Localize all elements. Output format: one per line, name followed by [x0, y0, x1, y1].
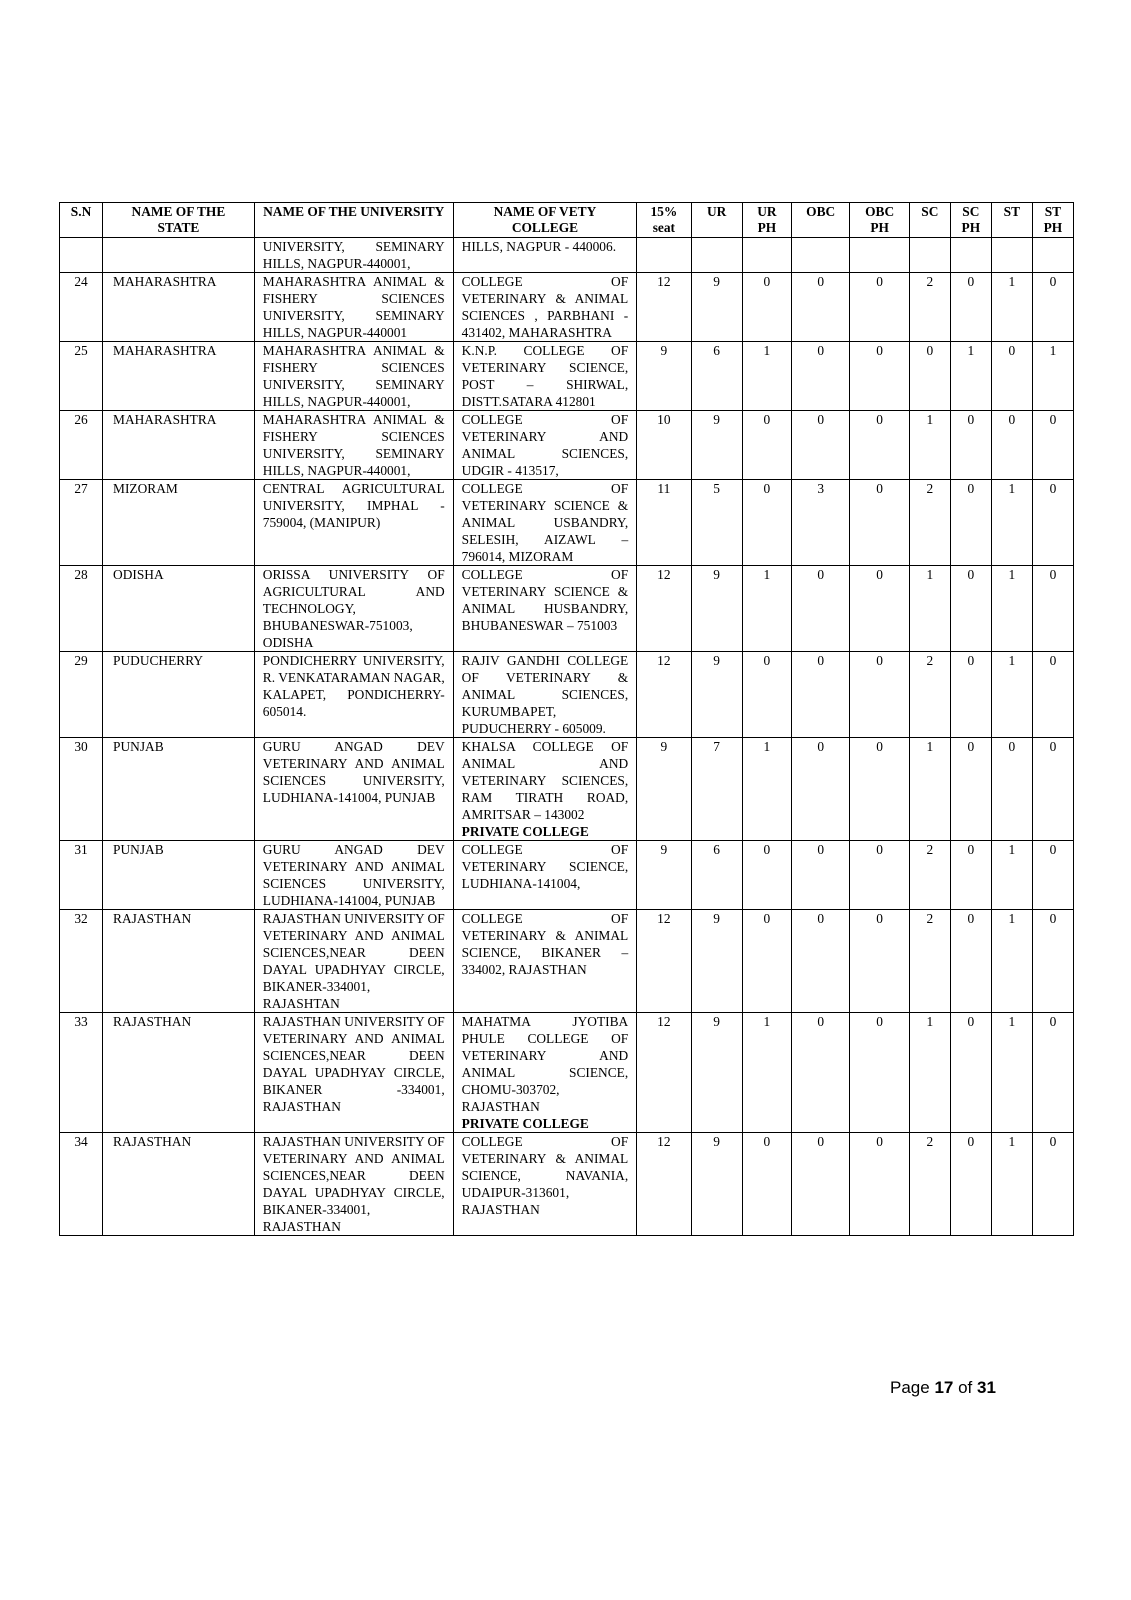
seat-count-obc: 0 — [791, 411, 849, 480]
column-header: ST PH — [1032, 203, 1073, 238]
serial-number-cell: 24 — [60, 273, 103, 342]
seat-count-ur-ph: 0 — [742, 411, 791, 480]
seat-count-obc-ph: 0 — [850, 342, 909, 411]
seat-count-st-ph: 0 — [1032, 738, 1073, 841]
seat-count-obc-ph: 0 — [850, 1133, 909, 1236]
seat-count-sc: 1 — [909, 1013, 950, 1133]
current-page: 17 — [934, 1378, 954, 1397]
serial-number-cell: 30 — [60, 738, 103, 841]
seat-count-ur-ph: 0 — [742, 480, 791, 566]
seat-count-obc: 0 — [791, 652, 849, 738]
seat-count-seat — [637, 238, 691, 273]
seat-count-ur: 5 — [691, 480, 742, 566]
seat-count-st-ph: 0 — [1032, 566, 1073, 652]
column-header: NAME OF THE UNIVERSITY — [254, 203, 453, 238]
seat-count-sc — [909, 238, 950, 273]
table-row — [60, 910, 1074, 1013]
seat-count-st: 1 — [991, 1013, 1032, 1133]
seat-count-ur: 9 — [691, 1133, 742, 1236]
seat-count-obc: 0 — [791, 738, 849, 841]
college-cell — [453, 652, 637, 738]
university-cell: RAJASTHAN UNIVERSITY OF VETERINARY AND ANIMAL SCIENCES,NEAR DEEN DAYAL UPADHYAY CIRCLE, BIKANER-334001, RAJASHTAN — [254, 910, 453, 1013]
college-cell — [453, 1133, 637, 1236]
seat-count-obc: 0 — [791, 910, 849, 1013]
university-cell: RAJASTHAN UNIVERSITY OF VETERINARY AND ANIMAL SCIENCES,NEAR DEEN DAYAL UPADHYAY CIRCLE, BIKANER -334001, RAJASTHAN — [254, 1013, 453, 1133]
serial-number-cell: 29 — [60, 652, 103, 738]
serial-number-cell: 32 — [60, 910, 103, 1013]
college-cell — [453, 342, 637, 411]
college-cell — [453, 480, 637, 566]
university-cell: GURU ANGAD DEV VETERINARY AND ANIMAL SCIENCES UNIVERSITY, LUDHIANA-141004, PUNJAB — [254, 738, 453, 841]
seat-count-sc: 2 — [909, 273, 950, 342]
college-cell — [453, 411, 637, 480]
seat-count-st-ph: 0 — [1032, 841, 1073, 910]
seat-count-obc-ph: 0 — [850, 841, 909, 910]
serial-number-cell: 25 — [60, 342, 103, 411]
seat-count-obc: 0 — [791, 841, 849, 910]
table-row — [60, 1133, 1074, 1236]
seat-count-sc: 0 — [909, 342, 950, 411]
table-row — [60, 411, 1074, 480]
college-name: COLLEGE OF VETERINARY SCIENCE & ANIMAL USBANDRY, SELESIH, AIZAWL – 796014, MIZORAM — [461, 481, 629, 564]
seat-count-obc-ph — [850, 238, 909, 273]
college-cell — [453, 738, 637, 841]
seat-count-sc-ph: 0 — [950, 738, 991, 841]
college-name: COLLEGE OF VETERINARY SCIENCE & ANIMAL HUSBANDRY, BHUBANESWAR – 751003 — [461, 567, 629, 633]
seat-count-obc: 0 — [791, 273, 849, 342]
seat-count-obc-ph: 0 — [850, 738, 909, 841]
seat-count-st: 1 — [991, 566, 1032, 652]
state-cell: RAJASTHAN — [103, 1013, 255, 1133]
table-row — [60, 1013, 1074, 1133]
seat-count-ur: 9 — [691, 411, 742, 480]
table-body — [60, 238, 1074, 1236]
state-cell — [103, 238, 255, 273]
seat-count-sc: 1 — [909, 738, 950, 841]
seat-count-seat: 9 — [637, 841, 691, 910]
table-row — [60, 238, 1074, 273]
university-cell: MAHARASHTRA ANIMAL & FISHERY SCIENCES UNIVERSITY, SEMINARY HILLS, NAGPUR-440001, — [254, 411, 453, 480]
college-name: COLLEGE OF VETERINARY & ANIMAL SCIENCE, BIKANER – 334002, RAJASTHAN — [461, 911, 629, 977]
college-name: KHALSA COLLEGE OF ANIMAL AND VETERINARY SCIENCES, RAM TIRATH ROAD, AMRITSAR – 143002 — [461, 739, 629, 822]
college-name: HILLS, NAGPUR - 440006. — [461, 239, 617, 254]
college-name: COLLEGE OF VETERINARY & ANIMAL SCIENCE, NAVANIA, UDAIPUR-313601, RAJASTHAN — [461, 1134, 629, 1217]
state-cell: MAHARASHTRA — [103, 273, 255, 342]
seat-count-st: 1 — [991, 273, 1032, 342]
seat-count-sc-ph: 0 — [950, 480, 991, 566]
state-cell: PUDUCHERRY — [103, 652, 255, 738]
table-row — [60, 738, 1074, 841]
seat-count-sc: 2 — [909, 480, 950, 566]
college-name: RAJIV GANDHI COLLEGE OF VETERINARY & ANIMAL SCIENCES, KURUMBAPET, PUDUCHERRY - 605009. — [461, 653, 629, 736]
college-cell — [453, 273, 637, 342]
seat-count-sc-ph: 0 — [950, 566, 991, 652]
seat-count-obc-ph: 0 — [850, 652, 909, 738]
college-cell — [453, 910, 637, 1013]
seat-count-seat: 9 — [637, 342, 691, 411]
column-header: ST — [991, 203, 1032, 238]
seat-count-seat: 10 — [637, 411, 691, 480]
table-row — [60, 273, 1074, 342]
seat-count-sc-ph: 0 — [950, 273, 991, 342]
seat-count-ur-ph: 1 — [742, 342, 791, 411]
seat-count-sc-ph: 0 — [950, 652, 991, 738]
seat-count-obc: 0 — [791, 1133, 849, 1236]
table-row — [60, 652, 1074, 738]
seat-count-ur: 9 — [691, 1013, 742, 1133]
university-cell: GURU ANGAD DEV VETERINARY AND ANIMAL SCIENCES UNIVERSITY, LUDHIANA-141004, PUNJAB — [254, 841, 453, 910]
seat-count-sc-ph: 0 — [950, 411, 991, 480]
seat-count-sc-ph: 0 — [950, 910, 991, 1013]
column-header: SC PH — [950, 203, 991, 238]
column-header: OBC PH — [850, 203, 909, 238]
university-cell: MAHARASHTRA ANIMAL & FISHERY SCIENCES UNIVERSITY, SEMINARY HILLS, NAGPUR-440001, — [254, 342, 453, 411]
serial-number-cell: 26 — [60, 411, 103, 480]
seat-count-sc: 2 — [909, 1133, 950, 1236]
column-header: S.N — [60, 203, 103, 238]
seat-count-obc-ph: 0 — [850, 566, 909, 652]
seat-count-st-ph: 0 — [1032, 1013, 1073, 1133]
seat-count-obc: 3 — [791, 480, 849, 566]
serial-number-cell: 33 — [60, 1013, 103, 1133]
seat-count-seat: 12 — [637, 910, 691, 1013]
column-header: UR — [691, 203, 742, 238]
college-cell — [453, 1013, 637, 1133]
state-cell: PUNJAB — [103, 738, 255, 841]
seat-count-ur-ph: 1 — [742, 566, 791, 652]
seat-count-ur — [691, 238, 742, 273]
total-pages: 31 — [976, 1378, 996, 1397]
seat-count-st — [991, 238, 1032, 273]
page-of-label: of — [953, 1378, 977, 1397]
seat-count-st: 0 — [991, 411, 1032, 480]
university-cell: ORISSA UNIVERSITY OF AGRICULTURAL AND TECHNOLOGY, BHUBANESWAR-751003, ODISHA — [254, 566, 453, 652]
seat-count-sc-ph: 1 — [950, 342, 991, 411]
serial-number-cell: 34 — [60, 1133, 103, 1236]
seat-count-obc: 0 — [791, 1013, 849, 1133]
seat-count-obc-ph: 0 — [850, 273, 909, 342]
college-cell — [453, 841, 637, 910]
column-header: UR PH — [742, 203, 791, 238]
serial-number-cell: 27 — [60, 480, 103, 566]
seat-count-ur: 6 — [691, 841, 742, 910]
seat-count-ur-ph: 0 — [742, 841, 791, 910]
state-cell: RAJASTHAN — [103, 1133, 255, 1236]
seat-count-seat: 12 — [637, 566, 691, 652]
seat-count-ur-ph: 0 — [742, 652, 791, 738]
seat-count-obc-ph: 0 — [850, 1013, 909, 1133]
seat-count-st: 1 — [991, 480, 1032, 566]
seat-count-obc-ph: 0 — [850, 411, 909, 480]
college-name: MAHATMA JYOTIBA PHULE COLLEGE OF VETERINARY AND ANIMAL SCIENCE, CHOMU-303702, RAJASTHAN — [461, 1014, 629, 1114]
seat-count-st-ph: 0 — [1032, 273, 1073, 342]
table-row — [60, 566, 1074, 652]
header-row — [60, 203, 1074, 238]
page-label: Page — [890, 1378, 935, 1397]
seat-count-st: 1 — [991, 910, 1032, 1013]
column-header: OBC — [791, 203, 849, 238]
seat-count-ur-ph: 0 — [742, 910, 791, 1013]
seat-count-ur-ph — [742, 238, 791, 273]
seat-count-st-ph: 0 — [1032, 411, 1073, 480]
university-cell: CENTRAL AGRICULTURAL UNIVERSITY, IMPHAL - 759004, (MANIPUR) — [254, 480, 453, 566]
seat-count-seat: 12 — [637, 1133, 691, 1236]
serial-number-cell: 31 — [60, 841, 103, 910]
seat-count-sc: 2 — [909, 841, 950, 910]
page-number — [890, 1378, 996, 1398]
college-name: COLLEGE OF VETERINARY AND ANIMAL SCIENCES, UDGIR - 413517, — [461, 412, 629, 478]
seat-count-st-ph: 0 — [1032, 480, 1073, 566]
seat-count-st: 1 — [991, 652, 1032, 738]
seat-count-obc-ph: 0 — [850, 480, 909, 566]
university-cell: MAHARASHTRA ANIMAL & FISHERY SCIENCES UNIVERSITY, SEMINARY HILLS, NAGPUR-440001 — [254, 273, 453, 342]
seat-count-seat: 11 — [637, 480, 691, 566]
seat-count-sc: 1 — [909, 411, 950, 480]
serial-number-cell — [60, 238, 103, 273]
table-row — [60, 480, 1074, 566]
seat-count-sc-ph: 0 — [950, 1133, 991, 1236]
column-header: SC — [909, 203, 950, 238]
seat-count-seat: 12 — [637, 652, 691, 738]
seat-count-ur-ph: 1 — [742, 738, 791, 841]
seat-count-st: 1 — [991, 1133, 1032, 1236]
seat-count-st: 0 — [991, 342, 1032, 411]
seat-count-st-ph: 1 — [1032, 342, 1073, 411]
seat-count-ur: 6 — [691, 342, 742, 411]
seat-count-ur-ph: 0 — [742, 1133, 791, 1236]
seat-count-ur: 9 — [691, 910, 742, 1013]
seat-count-st-ph — [1032, 238, 1073, 273]
seat-count-ur-ph: 1 — [742, 1013, 791, 1133]
seat-count-sc: 2 — [909, 652, 950, 738]
column-header: NAME OF THE STATE — [103, 203, 255, 238]
seat-count-sc-ph: 0 — [950, 1013, 991, 1133]
table-row — [60, 342, 1074, 411]
column-header: 15% seat — [637, 203, 691, 238]
seat-count-st: 0 — [991, 738, 1032, 841]
private-college-note: PRIVATE COLLEGE — [461, 824, 589, 839]
seat-count-obc — [791, 238, 849, 273]
college-cell — [453, 238, 637, 273]
state-cell: ODISHA — [103, 566, 255, 652]
seat-count-st-ph: 0 — [1032, 910, 1073, 1013]
table-row — [60, 841, 1074, 910]
university-cell: UNIVERSITY, SEMINARY HILLS, NAGPUR-440001, — [254, 238, 453, 273]
seat-count-ur: 9 — [691, 566, 742, 652]
seat-count-st: 1 — [991, 841, 1032, 910]
private-college-note: PRIVATE COLLEGE — [461, 1116, 589, 1131]
seat-count-seat: 12 — [637, 1013, 691, 1133]
college-name: COLLEGE OF VETERINARY & ANIMAL SCIENCES , PARBHANI - 431402, MAHARASHTRA — [461, 274, 629, 340]
seat-count-sc-ph — [950, 238, 991, 273]
seat-matrix-table — [59, 202, 1074, 1236]
seat-count-sc: 1 — [909, 566, 950, 652]
state-cell: MAHARASHTRA — [103, 411, 255, 480]
seat-count-seat: 12 — [637, 273, 691, 342]
seat-count-st-ph: 0 — [1032, 652, 1073, 738]
state-cell: RAJASTHAN — [103, 910, 255, 1013]
university-cell: PONDICHERRY UNIVERSITY, R. VENKATARAMAN NAGAR, KALAPET, PONDICHERRY-605014. — [254, 652, 453, 738]
state-cell: PUNJAB — [103, 841, 255, 910]
seat-count-st-ph: 0 — [1032, 1133, 1073, 1236]
college-name: COLLEGE OF VETERINARY SCIENCE, LUDHIANA-141004, — [461, 842, 629, 891]
seat-count-sc: 2 — [909, 910, 950, 1013]
college-cell — [453, 566, 637, 652]
seat-count-seat: 9 — [637, 738, 691, 841]
seat-count-obc-ph: 0 — [850, 910, 909, 1013]
university-cell: RAJASTHAN UNIVERSITY OF VETERINARY AND ANIMAL SCIENCES,NEAR DEEN DAYAL UPADHYAY CIRCLE, BIKANER-334001, RAJASTHAN — [254, 1133, 453, 1236]
college-name: K.N.P. COLLEGE OF VETERINARY SCIENCE, POST – SHIRWAL, DISTT.SATARA 412801 — [461, 343, 629, 409]
column-header: NAME OF VETY COLLEGE — [453, 203, 637, 238]
seat-count-sc-ph: 0 — [950, 841, 991, 910]
seat-count-ur: 9 — [691, 273, 742, 342]
seat-count-obc: 0 — [791, 342, 849, 411]
state-cell: MIZORAM — [103, 480, 255, 566]
seat-count-ur: 7 — [691, 738, 742, 841]
seat-count-ur: 9 — [691, 652, 742, 738]
seat-count-obc: 0 — [791, 566, 849, 652]
serial-number-cell: 28 — [60, 566, 103, 652]
state-cell: MAHARASHTRA — [103, 342, 255, 411]
seat-count-ur-ph: 0 — [742, 273, 791, 342]
